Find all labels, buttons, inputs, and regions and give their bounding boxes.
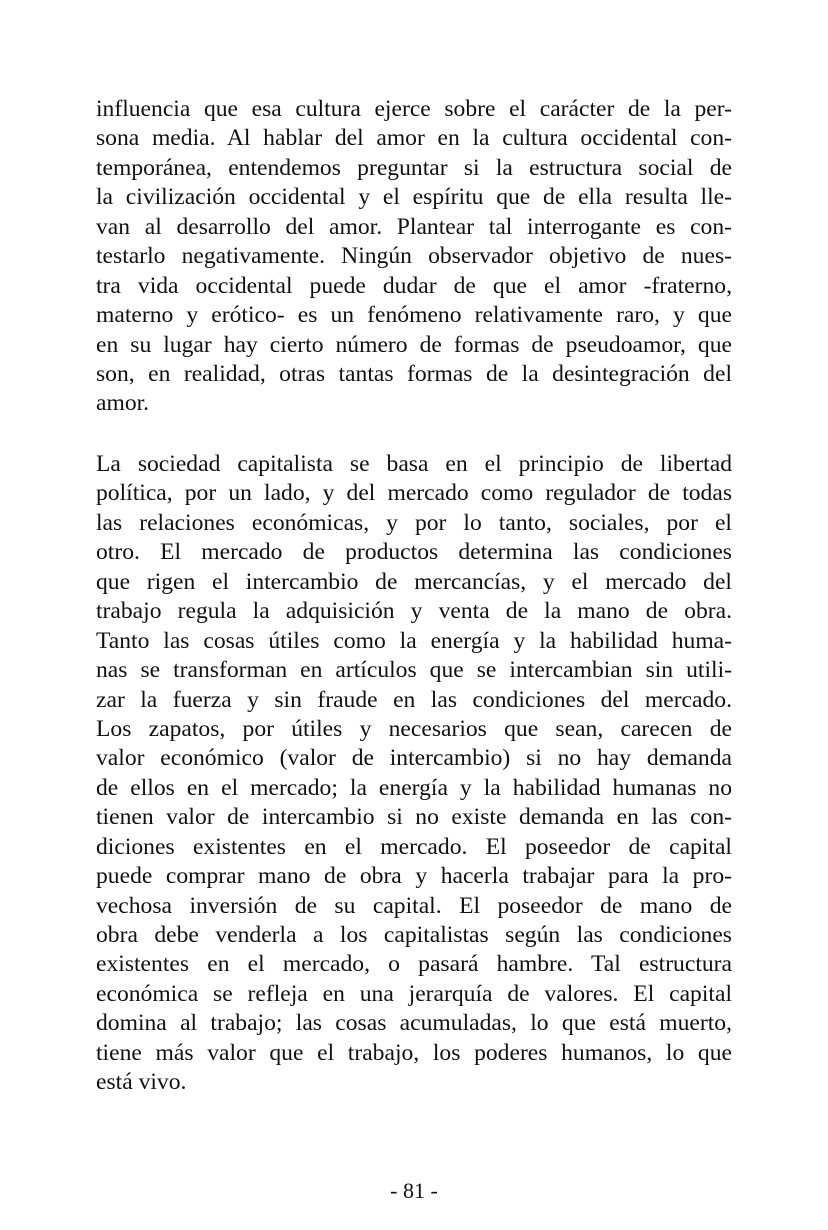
text-line: otro. El mercado de productos determina las condiciones [96, 539, 732, 566]
text-line: de ellos en el mercado; la energía y la habilidad humanas no [96, 774, 732, 801]
text-line: Tanto las cosas útiles como la energía y la habilidad huma- [96, 627, 732, 654]
text-line: son, en realidad, otras tantas formas de la desintegración del [96, 360, 732, 387]
text-line: sona media. Al hablar del amor en la cultura occidental con- [96, 125, 732, 152]
text-line: La sociedad capitalista se basa en el principio de libertad [96, 451, 732, 477]
text-line: la civilización occidental y el espíritu que de ella resulta lle- [96, 184, 732, 211]
page-number: - 81 - [390, 1178, 438, 1203]
text-line: amor. [96, 390, 150, 417]
text-line: que rigen el intercambio de mercancías, y el mercado del [96, 568, 732, 595]
text-line: trabajo regula la adquisición y venta de la mano de obra. [96, 598, 732, 625]
text-line: económica se refleja en una jerarquía de valores. El capital [96, 980, 732, 1007]
text-line: van al desarrollo del amor. Plantear tal interrogante es con- [96, 213, 732, 240]
text-line: influencia que esa cultura ejerce sobre el carácter de la per- [96, 96, 732, 122]
text-line: domina al trabajo; las cosas acumuladas, lo que está muerto, [96, 1010, 732, 1037]
text-line: tra vida occidental puede dudar de que el amor -fraterno, [96, 272, 732, 299]
text-line: nas se transforman en artículos que se intercambian sin utili- [96, 657, 732, 684]
paragraph-1 [96, 95, 732, 419]
text-line: puede comprar mano de obra y hacerla trabajar para la pro- [96, 863, 732, 890]
text-line: obra debe venderla a los capitalistas según las condiciones [96, 922, 732, 948]
text-line: valor económico (valor de intercambio) si no hay demanda [96, 745, 732, 772]
text-line: diciones existentes en el mercado. El poseedor de capital [96, 833, 732, 860]
text-line: testarlo negativamente. Ningún observador objetivo de nues- [96, 243, 732, 270]
text-line: Los zapatos, por útiles y necesarios que sean, carecen de [96, 715, 732, 742]
text-line: vechosa inversión de su capital. El poseedor de mano de [96, 892, 732, 919]
text-line: materno y erótico- es un fenómeno relativamente raro, y que [96, 302, 732, 329]
text-line: política, por un lado, y del mercado como regulador de todas [96, 480, 732, 507]
text-line: tienen valor de intercambio si no existe demanda en las con- [96, 804, 732, 831]
text-line: tiene más valor que el trabajo, los poderes humanos, lo que [96, 1039, 732, 1066]
text-line: zar la fuerza y sin fraude en las condiciones del mercado. [96, 686, 732, 713]
text-line: en su lugar hay cierto número de formas de pseudoamor, que [96, 331, 732, 358]
text-line: las relaciones económicas, y por lo tanto, sociales, por el [96, 509, 732, 536]
text-line: está vivo. [96, 1069, 187, 1096]
paragraph-2 [96, 450, 732, 1098]
text-line: temporánea, entendemos preguntar si la estructura social de [96, 154, 732, 181]
text-line: existentes en el mercado, o pasará hambre. Tal estructura [96, 951, 732, 978]
